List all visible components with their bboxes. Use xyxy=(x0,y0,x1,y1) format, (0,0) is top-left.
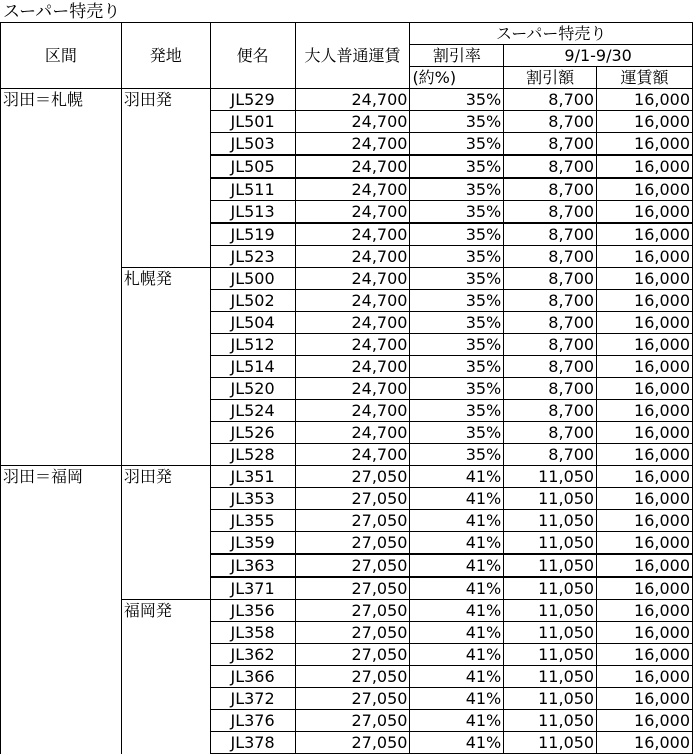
header-normal-fare: 大人普通運賃 xyxy=(295,23,410,89)
fare-cell: 16,000 xyxy=(597,622,693,644)
normal-fare-cell: 27,050 xyxy=(295,466,410,488)
route-cell: 羽田＝札幌 xyxy=(1,89,122,466)
normal-fare-cell: 24,700 xyxy=(295,223,410,246)
normal-fare-cell: 24,700 xyxy=(295,444,410,466)
fare-cell: 16,000 xyxy=(597,577,693,600)
flight-cell: JL505 xyxy=(210,155,295,178)
header-fare: 運賃額 xyxy=(597,67,693,89)
rate-cell: 35% xyxy=(410,422,504,444)
rate-cell: 35% xyxy=(410,334,504,356)
flight-cell: JL523 xyxy=(210,246,295,268)
rate-cell: 41% xyxy=(410,622,504,644)
rate-cell: 35% xyxy=(410,155,504,178)
discount-cell: 8,700 xyxy=(504,223,597,246)
origin-cell: 札幌発 xyxy=(121,268,210,466)
normal-fare-cell: 27,050 xyxy=(295,577,410,600)
flight-cell: JL353 xyxy=(210,488,295,510)
fare-cell: 16,000 xyxy=(597,201,693,224)
normal-fare-cell: 27,050 xyxy=(295,732,410,754)
fare-cell: 16,000 xyxy=(597,710,693,732)
discount-cell: 8,700 xyxy=(504,290,597,312)
discount-cell: 8,700 xyxy=(504,178,597,201)
fare-cell: 16,000 xyxy=(597,312,693,334)
discount-cell: 11,050 xyxy=(504,510,597,532)
fare-cell: 16,000 xyxy=(597,422,693,444)
rate-cell: 35% xyxy=(410,89,504,111)
fare-cell: 16,000 xyxy=(597,554,693,577)
normal-fare-cell: 24,700 xyxy=(295,201,410,224)
header-flight: 便名 xyxy=(210,23,295,89)
rate-cell: 41% xyxy=(410,488,504,510)
normal-fare-cell: 24,700 xyxy=(295,334,410,356)
normal-fare-cell: 27,050 xyxy=(295,710,410,732)
normal-fare-cell: 27,050 xyxy=(295,600,410,622)
rate-cell: 41% xyxy=(410,710,504,732)
normal-fare-cell: 27,050 xyxy=(295,488,410,510)
rate-cell: 41% xyxy=(410,510,504,532)
flight-cell: JL376 xyxy=(210,710,295,732)
normal-fare-cell: 24,700 xyxy=(295,422,410,444)
normal-fare-cell: 24,700 xyxy=(295,133,410,156)
fare-cell: 16,000 xyxy=(597,89,693,111)
rate-cell: 41% xyxy=(410,554,504,577)
header-discount: 割引額 xyxy=(504,67,597,89)
flight-cell: JL520 xyxy=(210,378,295,400)
flight-cell: JL363 xyxy=(210,554,295,577)
normal-fare-cell: 27,050 xyxy=(295,510,410,532)
flight-cell: JL371 xyxy=(210,577,295,600)
fare-cell: 16,000 xyxy=(597,378,693,400)
discount-cell: 11,050 xyxy=(504,644,597,666)
discount-cell: 8,700 xyxy=(504,356,597,378)
discount-cell: 11,050 xyxy=(504,666,597,688)
normal-fare-cell: 24,700 xyxy=(295,246,410,268)
discount-cell: 11,050 xyxy=(504,466,597,488)
discount-cell: 11,050 xyxy=(504,577,597,600)
rate-cell: 41% xyxy=(410,466,504,488)
discount-cell: 8,700 xyxy=(504,111,597,133)
flight-cell: JL501 xyxy=(210,111,295,133)
fare-cell: 16,000 xyxy=(597,290,693,312)
normal-fare-cell: 24,700 xyxy=(295,400,410,422)
discount-cell: 11,050 xyxy=(504,600,597,622)
route-cell: 羽田＝福岡 xyxy=(1,466,122,754)
origin-cell: 羽田発 xyxy=(121,466,210,600)
rate-cell: 41% xyxy=(410,732,504,754)
normal-fare-cell: 24,700 xyxy=(295,356,410,378)
normal-fare-cell: 27,050 xyxy=(295,666,410,688)
header-route: 区間 xyxy=(1,23,122,89)
fare-cell: 16,000 xyxy=(597,488,693,510)
flight-cell: JL504 xyxy=(210,312,295,334)
discount-cell: 8,700 xyxy=(504,246,597,268)
discount-cell: 11,050 xyxy=(504,710,597,732)
fare-cell: 16,000 xyxy=(597,356,693,378)
normal-fare-cell: 24,700 xyxy=(295,290,410,312)
flight-cell: JL366 xyxy=(210,666,295,688)
origin-cell: 福岡発 xyxy=(121,600,210,754)
fare-cell: 16,000 xyxy=(597,532,693,555)
rate-cell: 35% xyxy=(410,223,504,246)
flight-cell: JL519 xyxy=(210,223,295,246)
rate-cell: 35% xyxy=(410,312,504,334)
discount-cell: 11,050 xyxy=(504,532,597,555)
header-period: 9/1-9/30 xyxy=(504,45,693,67)
rate-cell: 41% xyxy=(410,688,504,710)
fare-cell: 16,000 xyxy=(597,155,693,178)
discount-cell: 8,700 xyxy=(504,312,597,334)
flight-cell: JL503 xyxy=(210,133,295,156)
rate-cell: 35% xyxy=(410,444,504,466)
table-row xyxy=(1,466,693,488)
fare-cell: 16,000 xyxy=(597,666,693,688)
fare-cell: 16,000 xyxy=(597,111,693,133)
rate-cell: 41% xyxy=(410,600,504,622)
discount-cell: 8,700 xyxy=(504,268,597,290)
discount-cell: 8,700 xyxy=(504,334,597,356)
normal-fare-cell: 24,700 xyxy=(295,89,410,111)
discount-cell: 8,700 xyxy=(504,422,597,444)
flight-cell: JL502 xyxy=(210,290,295,312)
rate-cell: 35% xyxy=(410,356,504,378)
flight-cell: JL378 xyxy=(210,732,295,754)
table-row xyxy=(1,89,693,111)
fare-cell: 16,000 xyxy=(597,268,693,290)
flight-cell: JL358 xyxy=(210,622,295,644)
flight-cell: JL511 xyxy=(210,178,295,201)
origin-cell: 羽田発 xyxy=(121,89,210,268)
fare-cell: 16,000 xyxy=(597,510,693,532)
rate-cell: 41% xyxy=(410,577,504,600)
header-rate-line2: (約%) xyxy=(410,67,504,89)
normal-fare-cell: 24,700 xyxy=(295,378,410,400)
fare-cell: 16,000 xyxy=(597,600,693,622)
discount-cell: 8,700 xyxy=(504,400,597,422)
flight-cell: JL355 xyxy=(210,510,295,532)
fare-table-body xyxy=(1,89,693,754)
rate-cell: 35% xyxy=(410,290,504,312)
rate-cell: 41% xyxy=(410,666,504,688)
normal-fare-cell: 27,050 xyxy=(295,622,410,644)
fare-cell: 16,000 xyxy=(597,133,693,156)
normal-fare-cell: 27,050 xyxy=(295,554,410,577)
normal-fare-cell: 24,700 xyxy=(295,155,410,178)
discount-cell: 11,050 xyxy=(504,622,597,644)
fare-cell: 16,000 xyxy=(597,178,693,201)
rate-cell: 35% xyxy=(410,133,504,156)
normal-fare-cell: 27,050 xyxy=(295,532,410,555)
fare-table xyxy=(0,22,693,754)
fare-cell: 16,000 xyxy=(597,688,693,710)
rate-cell: 35% xyxy=(410,378,504,400)
rate-cell: 35% xyxy=(410,111,504,133)
rate-cell: 35% xyxy=(410,178,504,201)
rate-cell: 41% xyxy=(410,532,504,555)
discount-cell: 8,700 xyxy=(504,378,597,400)
flight-cell: JL514 xyxy=(210,356,295,378)
fare-cell: 16,000 xyxy=(597,444,693,466)
header-rate-line1: 割引率 xyxy=(410,45,504,67)
normal-fare-cell: 27,050 xyxy=(295,688,410,710)
flight-cell: JL529 xyxy=(210,89,295,111)
normal-fare-cell: 27,050 xyxy=(295,644,410,666)
flight-cell: JL351 xyxy=(210,466,295,488)
flight-cell: JL524 xyxy=(210,400,295,422)
flight-cell: JL359 xyxy=(210,532,295,555)
rate-cell: 35% xyxy=(410,268,504,290)
discount-cell: 8,700 xyxy=(504,89,597,111)
rate-cell: 35% xyxy=(410,201,504,224)
discount-cell: 11,050 xyxy=(504,488,597,510)
flight-cell: JL512 xyxy=(210,334,295,356)
discount-cell: 8,700 xyxy=(504,201,597,224)
discount-cell: 11,050 xyxy=(504,732,597,754)
normal-fare-cell: 24,700 xyxy=(295,268,410,290)
discount-cell: 8,700 xyxy=(504,155,597,178)
flight-cell: JL500 xyxy=(210,268,295,290)
fare-cell: 16,000 xyxy=(597,223,693,246)
flight-cell: JL526 xyxy=(210,422,295,444)
discount-cell: 8,700 xyxy=(504,133,597,156)
rate-cell: 41% xyxy=(410,644,504,666)
header-group: スーパー特売り xyxy=(410,23,693,45)
flight-cell: JL528 xyxy=(210,444,295,466)
page-title: スーパー特売り xyxy=(3,2,121,22)
rate-cell: 35% xyxy=(410,246,504,268)
flight-cell: JL372 xyxy=(210,688,295,710)
rate-cell: 35% xyxy=(410,400,504,422)
normal-fare-cell: 24,700 xyxy=(295,312,410,334)
discount-cell: 8,700 xyxy=(504,444,597,466)
flight-cell: JL362 xyxy=(210,644,295,666)
fare-cell: 16,000 xyxy=(597,466,693,488)
fare-cell: 16,000 xyxy=(597,334,693,356)
discount-cell: 11,050 xyxy=(504,688,597,710)
fare-cell: 16,000 xyxy=(597,732,693,754)
flight-cell: JL356 xyxy=(210,600,295,622)
fare-cell: 16,000 xyxy=(597,644,693,666)
normal-fare-cell: 24,700 xyxy=(295,178,410,201)
fare-cell: 16,000 xyxy=(597,246,693,268)
flight-cell: JL513 xyxy=(210,201,295,224)
fare-cell: 16,000 xyxy=(597,400,693,422)
discount-cell: 11,050 xyxy=(504,554,597,577)
normal-fare-cell: 24,700 xyxy=(295,111,410,133)
header-origin: 発地 xyxy=(121,23,210,89)
